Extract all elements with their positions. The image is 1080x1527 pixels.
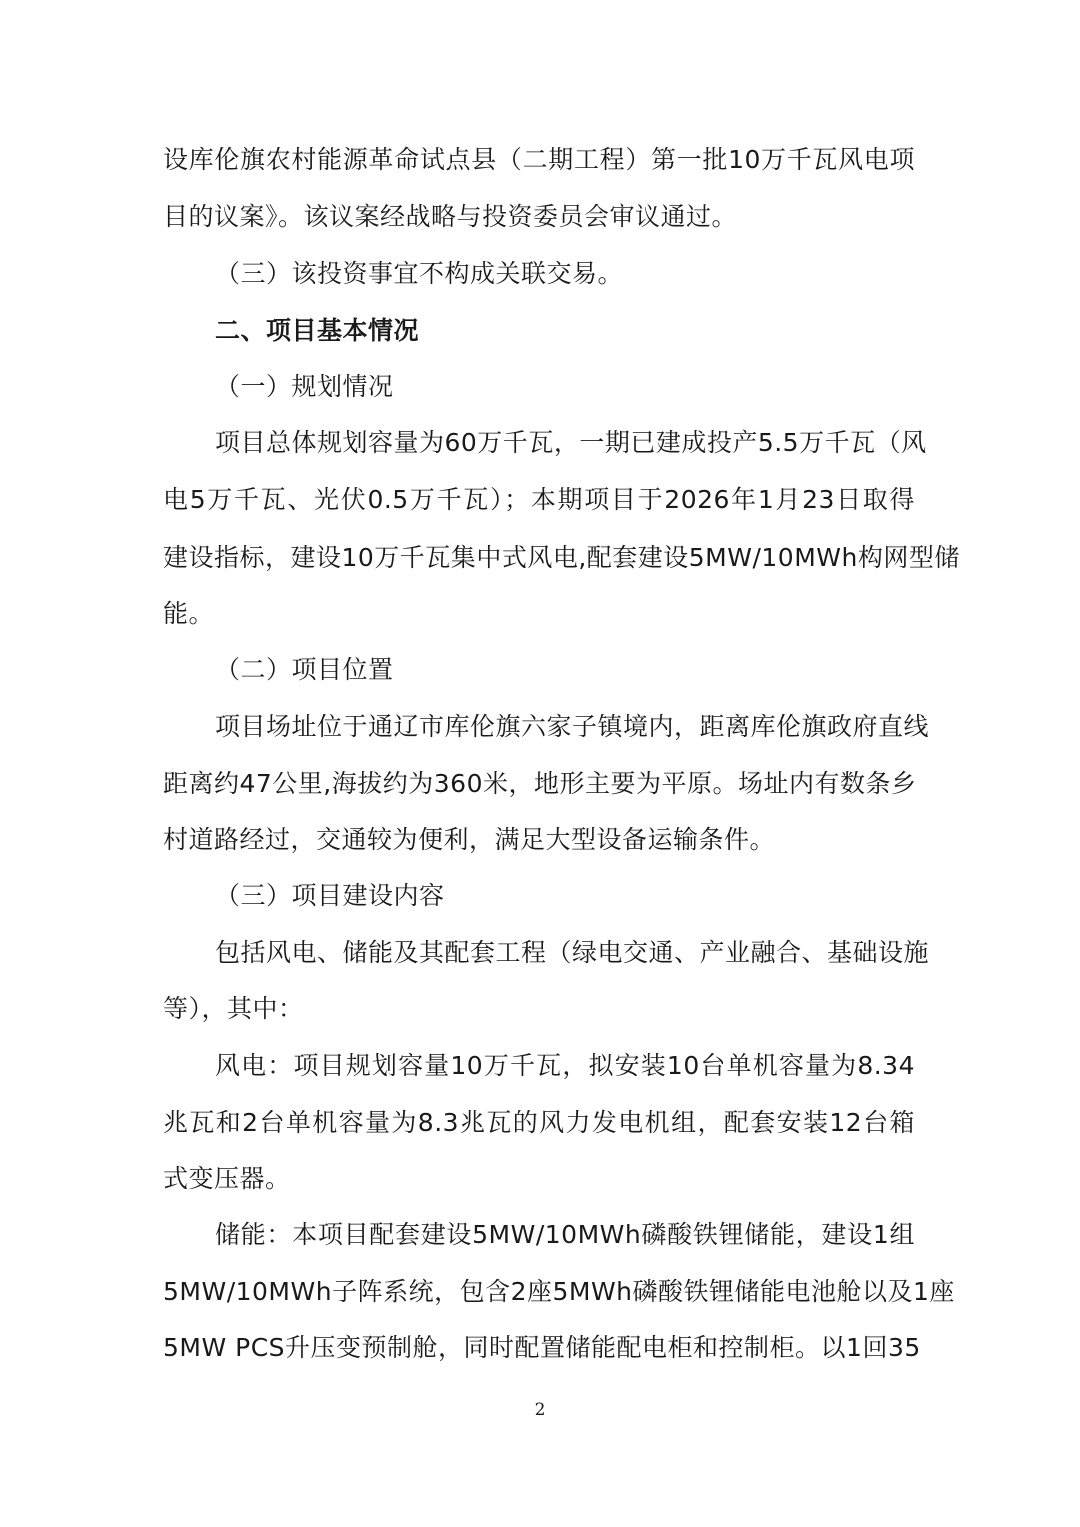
text-line: 项目总体规划容量为60万千瓦，一期已建成投产5.5万千瓦（风 — [215, 428, 927, 457]
subsection-heading: （一）规划情况 — [215, 372, 394, 401]
text-line: 项目场址位于通辽市库伦旗六家子镇境内，距离库伦旗政府直线 — [215, 712, 930, 741]
text-line: 村道路经过，交通较为便利，满足大型设备运输条件。 — [163, 825, 776, 854]
text-line: 建设指标，建设10万千瓦集中式风电,配套建设5MW/10MWh构网型储 — [163, 543, 960, 572]
text-line: 能。 — [163, 599, 215, 628]
text-line: 距离约47公里,海拔约为360米，地形主要为平原。场址内有数条乡 — [163, 769, 917, 798]
text-line: 包括风电、储能及其配套工程（绿电交通、产业融合、基础设施 — [215, 938, 930, 967]
text-line: 等），其中： — [163, 994, 304, 1023]
text-line: 目的议案》。该议案经战略与投资委员会审议通过。 — [163, 202, 738, 231]
text-line: 储能：本项目配套建设5MW/10MWh磷酸铁锂储能，建设1组 — [215, 1220, 915, 1249]
text-line: 电5万千瓦、光伏0.5万千瓦）；本期项目于2026年1月23日取得 — [163, 485, 915, 514]
section-heading: 二、项目基本情况 — [215, 316, 420, 345]
page-number: 2 — [534, 1400, 546, 1420]
subsection-heading: （三）项目建设内容 — [215, 881, 445, 910]
text-line: 5MW PCS升压变预制舱，同时配置储能配电柜和控制柜。以1回35 — [163, 1333, 921, 1362]
text-line: 设库伦旗农村能源革命试点县（二期工程）第一批10万千瓦风电项 — [163, 145, 915, 174]
text-line: 5MW/10MWh子阵系统，包含2座5MWh磷酸铁锂储能电池舱以及1座 — [163, 1277, 955, 1306]
text-line: 式变压器。 — [163, 1164, 291, 1193]
subsection-heading: （二）项目位置 — [215, 655, 394, 684]
text-line: 兆瓦和2台单机容量为8.3兆瓦的风力发电机组，配套安装12台箱 — [163, 1108, 915, 1137]
text-line: （三）该投资事宜不构成关联交易。 — [215, 259, 624, 288]
text-line: 风电：项目规划容量10万千瓦，拟安装10台单机容量为8.34 — [215, 1051, 915, 1080]
